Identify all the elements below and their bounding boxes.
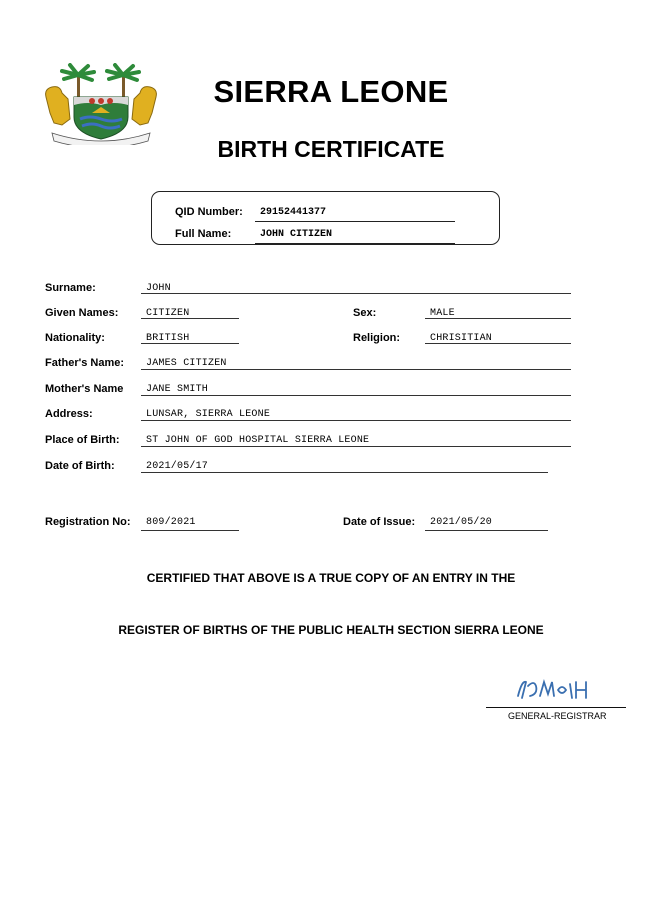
sex-label: Sex: (353, 307, 377, 319)
date-of-issue-value: 2021/05/20 (430, 517, 493, 528)
address-underline (141, 420, 571, 421)
mothers-name-value: JANE SMITH (146, 384, 209, 395)
signature-icon (512, 676, 594, 702)
given-names-value: CITIZEN (146, 308, 190, 319)
date-of-birth-label: Date of Birth: (45, 460, 115, 472)
signature-line (486, 707, 626, 708)
religion-value: CHRISITIAN (430, 333, 493, 344)
nationality-label: Nationality: (45, 332, 105, 344)
place-of-birth-underline (141, 446, 571, 447)
full-name-label: Full Name: (175, 228, 232, 240)
surname-label: Surname: (45, 282, 96, 294)
given-names-underline (141, 318, 239, 319)
mothers-name-label: Mother's Name (45, 383, 124, 395)
mothers-name-underline (141, 395, 571, 396)
address-label: Address: (45, 408, 93, 420)
place-of-birth-label: Place of Birth: (45, 434, 120, 446)
date-of-birth-underline (141, 472, 548, 473)
full-name-underline (255, 243, 455, 244)
qid-number-underline (255, 221, 455, 222)
fathers-name-value: JAMES CITIZEN (146, 358, 227, 369)
registration-no-underline (141, 530, 239, 531)
sex-value: MALE (430, 308, 455, 319)
nationality-underline (141, 343, 239, 344)
country-title: SIERRA LEONE (213, 74, 449, 109)
religion-underline (425, 343, 571, 344)
general-registrar-label: GENERAL-REGISTRAR (508, 711, 607, 721)
sex-underline (425, 318, 571, 319)
date-of-issue-label: Date of Issue: (343, 516, 416, 528)
fathers-name-underline (141, 369, 571, 370)
religion-label: Religion: (353, 332, 401, 344)
surname-value: JOHN (146, 283, 171, 294)
given-names-label: Given Names: (45, 307, 119, 319)
date-of-birth-value: 2021/05/17 (146, 461, 209, 472)
certification-line-2: REGISTER OF BIRTHS OF THE PUBLIC HEALTH SECTION SIERRA LEONE (118, 623, 544, 637)
document-title: BIRTH CERTIFICATE (217, 136, 445, 162)
qid-number-value: 29152441377 (260, 207, 327, 218)
qid-number-label: QID Number: (175, 206, 243, 218)
place-of-birth-value: ST JOHN OF GOD HOSPITAL SIERRA LEONE (146, 435, 370, 446)
surname-underline (141, 293, 571, 294)
date-of-issue-underline (425, 530, 548, 531)
registration-no-value: 809/2021 (146, 517, 196, 528)
nationality-value: BRITISH (146, 333, 190, 344)
address-value: LUNSAR, SIERRA LEONE (146, 409, 271, 420)
full-name-value: JOHN CITIZEN (260, 229, 333, 240)
fathers-name-label: Father's Name: (45, 357, 125, 369)
registration-no-label: Registration No: (45, 516, 131, 528)
certification-line-1: CERTIFIED THAT ABOVE IS A TRUE COPY OF AN ENTRY IN THE (146, 571, 516, 585)
